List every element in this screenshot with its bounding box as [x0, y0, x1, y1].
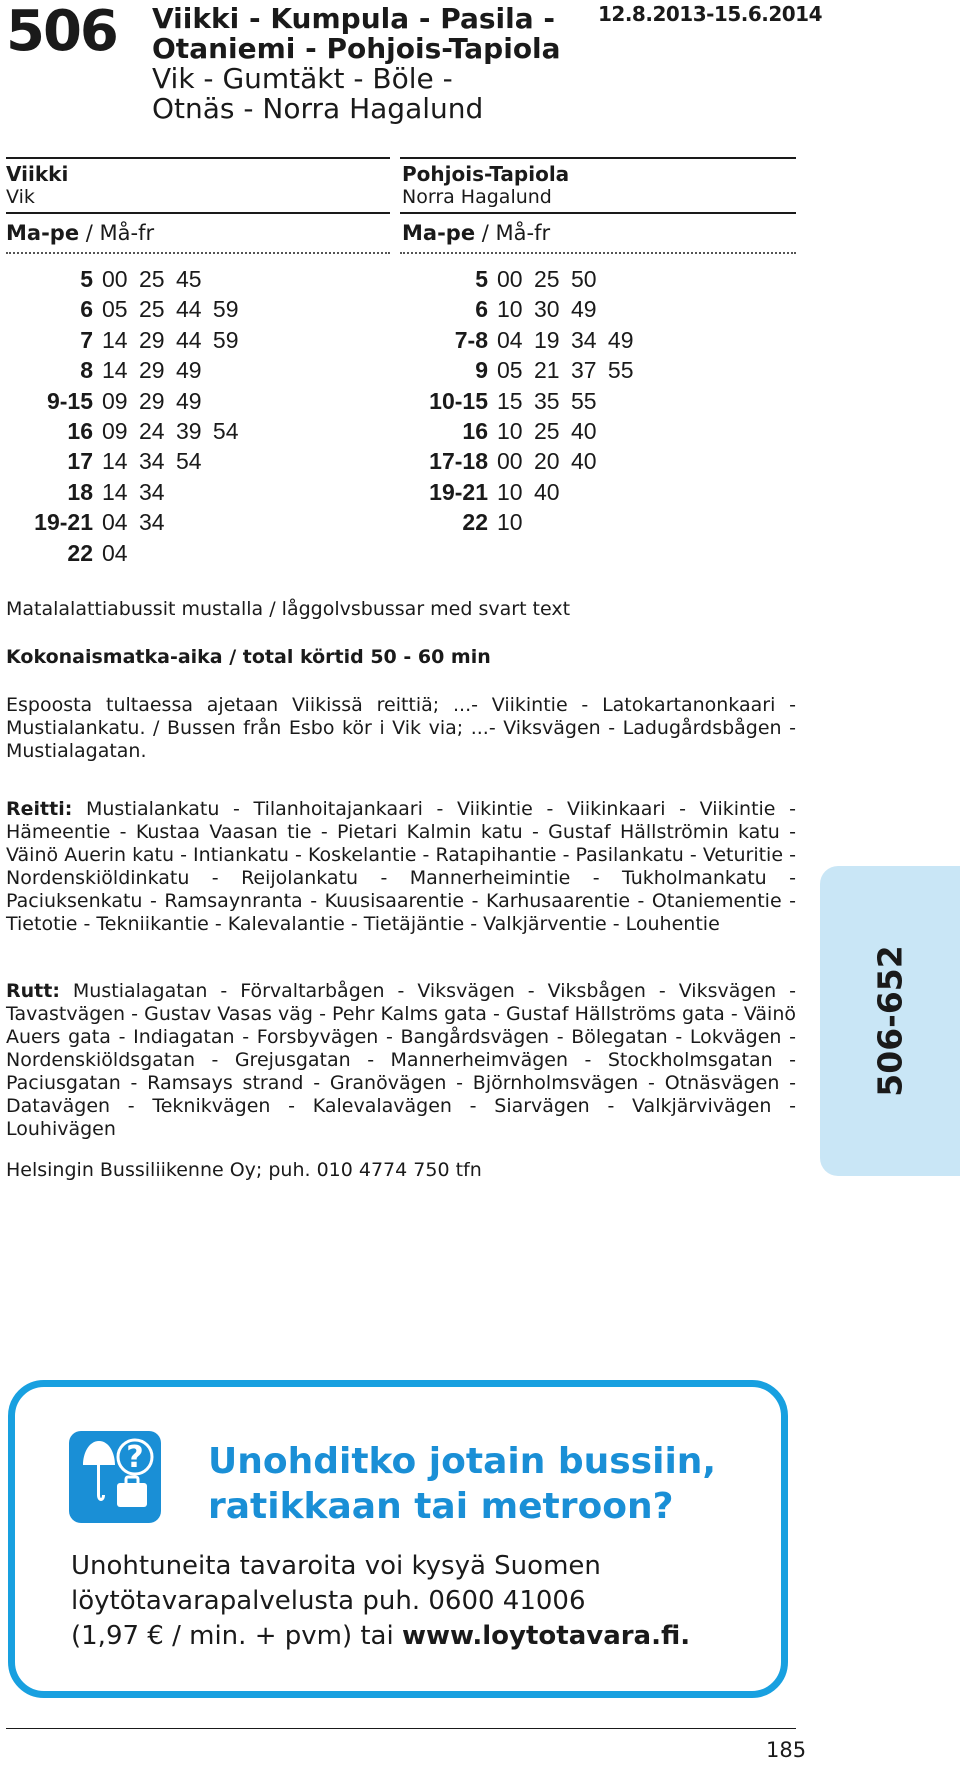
departure-hour: 10-15 [429, 387, 488, 414]
operator-info: Helsingin Bussiliikenne Oy; puh. 010 4774 750 tfn [6, 1159, 482, 1181]
lost-property-icon [69, 1431, 161, 1523]
departure-minutes: 00 20 40 [497, 448, 597, 475]
route-description-fi: Reitti: Mustialankatu - Tilanhoitajankaari - Viikintie - Viikinkaari - Viikintie - Hämeentie - Kustaa Vaasan tie - Pietari Kalmin katu - Gustaf Hällströmin katu - Väinö Auerin katu - Intiankatu - Koskelantie - Ratapihantie - Pasilankatu - Veturitie - Nordenskiöldinkatu - Reijolankatu - Mannerheimintie - Tukholmankatu - Paciuksenkatu - Ramsaynranta - Kuusisaarentie - Karhusaarentie - Otaniementie - Tietotie - Tekniikantie - Kalevalantie - Tietäjäntie - Valkjärventie - Louhentie [6, 798, 796, 935]
timetable-row [46, 386, 202, 416]
route-description-sv: Rutt: Mustialagatan - Förvaltarbågen - Viksvägen - Viksbågen - Viksvägen - Tavastvägen - Gustav Vasas väg - Pehr Kalms gata - Gustaf Hällströms gata - Väinö Auers gata - Indiagatan - Forsbyvägen - Bangårdsvägen - Bölegatan - Lokvägen - Nordenskiöldsgatan - Grejusgatan - Mannerheimvägen - Stockholmsgatan - Paciusgatan - Ramsays strand - Granövägen - Björnholmsvägen - Otnäsvägen - Datavägen - Teknikvägen - Kalevalavägen - Siarvägen - Valkjärvivägen - Louhivägen [6, 980, 796, 1140]
departure-minutes: 10 25 40 [497, 418, 597, 444]
departure-minutes: 00 25 50 [497, 266, 597, 292]
stop-name-fi-2: Pohjois-Tapiola [402, 162, 570, 186]
departure-minutes: 15 35 55 [497, 387, 597, 414]
departure-hour: 18 [67, 478, 93, 505]
departure-hour: 7 [80, 326, 93, 353]
departure-hour: 8 [80, 357, 93, 384]
departure-minutes: 05 21 37 55 [497, 357, 634, 384]
lost-and-found-body-line-3: (1,97 € / min. + pvm) tai www.loytotavara.fi. [71, 1621, 691, 1651]
departure-hour: 7-8 [454, 326, 488, 353]
timetable-row [80, 294, 239, 324]
departure-minutes: 10 30 49 [497, 296, 597, 323]
departure-hour: 5 [475, 266, 488, 292]
route-number: 506 [6, 0, 117, 64]
timetable-row [462, 507, 523, 537]
departure-hour: 16 [67, 418, 93, 444]
timetable-row [475, 294, 597, 324]
timetable-row [67, 416, 239, 446]
timetable-row [462, 416, 597, 446]
route-range-tab [820, 866, 960, 1176]
departure-hour: 22 [67, 539, 93, 566]
timetable-row [67, 446, 202, 476]
timetable-row [80, 355, 202, 385]
route-name-fi-line-1: Viikki - Kumpula - Pasila - [152, 2, 556, 35]
timetable-row [80, 325, 239, 355]
departure-minutes: 00 25 45 [102, 266, 202, 292]
timetable-row [475, 264, 597, 294]
departure-hour: 6 [80, 296, 93, 323]
low-floor-note: Matalalattiabussit mustalla / låggolvsbussar med svart text [6, 598, 571, 620]
departure-minutes: 10 40 [497, 478, 560, 505]
page-number: 185 [766, 1738, 807, 1762]
lost-and-found-title [208, 1439, 716, 1529]
day-type-2: Ma-pe / Må-fr [402, 221, 551, 245]
stop-name-fi-1: Viikki [6, 162, 69, 186]
lost-and-found-body-line-1: Unohtuneita tavaroita voi kysyä Suomen [71, 1551, 601, 1581]
travel-time-note: Kokonaismatka-aika / total körtid 50 - 60 min [6, 646, 491, 668]
departure-minutes: 09 24 39 54 [102, 418, 239, 444]
route-range-label: 506-652 [870, 945, 910, 1097]
departure-minutes: 05 25 44 59 [102, 296, 239, 323]
timetable-row [429, 446, 597, 476]
timetable-row [67, 477, 165, 507]
espoo-route-note: Espoosta tultaessa ajetaan Viikissä reittiä; ...- Viikintie - Latokartanonkaari - Mustialankatu. / Bussen från Esbo kör i Vik via; ...- Viksvägen - Ladugårdsbågen - Mustialagatan. [6, 694, 796, 762]
departure-hour: 22 [462, 509, 488, 536]
route-name-sv-line-1: Vik - Gumtäkt - Böle - [152, 62, 453, 95]
stop-name-sv-2: Norra Hagalund [402, 186, 552, 208]
route-name-fi-line-2: Otaniemi - Pohjois-Tapiola [152, 32, 561, 65]
lost-and-found-body [71, 1549, 771, 1654]
timetable-row [429, 386, 597, 416]
timetable-row [475, 355, 634, 385]
departure-minutes: 04 19 34 49 [497, 326, 634, 353]
departure-minutes: 04 [102, 539, 128, 566]
lost-and-found-website-link[interactable]: www.loytotavara.fi. [401, 1621, 691, 1651]
departure-hour: 16 [462, 418, 488, 444]
timetable-row [80, 264, 202, 294]
lost-and-found-title-line-1: Unohditko jotain bussiin, [208, 1441, 717, 1482]
column-1-mid-rule [6, 212, 390, 214]
departure-hour: 17-18 [429, 448, 488, 475]
column-2-mid-rule [400, 212, 796, 214]
lost-and-found-box [8, 1380, 788, 1698]
departure-minutes: 14 29 49 [102, 357, 202, 384]
timetable-row [67, 538, 128, 568]
timetable-row [454, 325, 634, 355]
departure-hour: 17 [67, 448, 93, 475]
lost-and-found-title-line-2: ratikkaan tai metroon? [208, 1486, 674, 1527]
column-1-dotted-rule [6, 252, 390, 254]
departure-hour: 19-21 [429, 478, 488, 505]
column-2-dotted-rule [400, 252, 796, 254]
lost-and-found-body-line-2: löytötavarapalvelusta puh. 0600 41006 [71, 1586, 586, 1616]
departure-minutes: 14 29 44 59 [102, 326, 239, 353]
departure-hour: 19-21 [34, 509, 93, 536]
departure-hour: 5 [80, 266, 93, 292]
stop-name-sv-1: Vik [6, 186, 35, 208]
day-type-1: Ma-pe / Må-fr [6, 221, 155, 245]
departure-minutes: 14 34 54 [102, 448, 202, 475]
timetable-row [429, 477, 560, 507]
departure-hour: 9 [475, 357, 488, 384]
column-2-top-rule [400, 157, 796, 159]
timetable-row [34, 507, 165, 537]
departure-minutes: 09 29 49 [102, 387, 202, 414]
svg-text:?: ? [126, 1440, 144, 1475]
departure-minutes: 14 34 [102, 478, 165, 505]
departure-hour: 6 [475, 296, 488, 323]
route-name-sv-line-2: Otnäs - Norra Hagalund [152, 92, 484, 125]
departure-hour: 9-15 [46, 387, 93, 414]
column-1-top-rule [6, 157, 390, 159]
departure-minutes: 04 34 [102, 509, 165, 536]
validity-period: 12.8.2013-15.6.2014 [598, 2, 823, 26]
footer-rule [6, 1728, 796, 1729]
departure-minutes: 10 [497, 509, 523, 536]
